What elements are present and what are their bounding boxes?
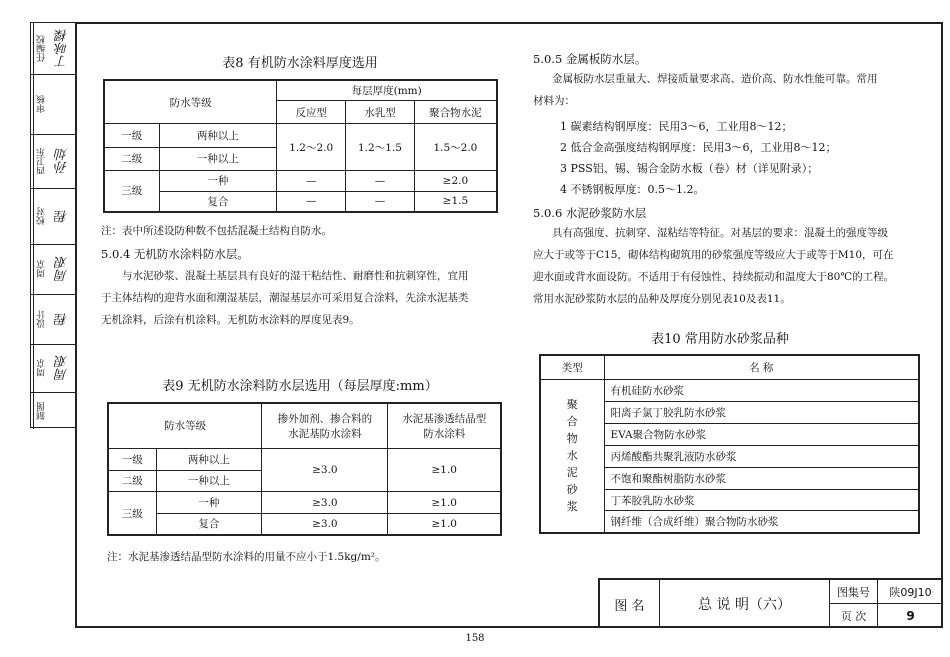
sidebar-label: 设计 (33, 295, 49, 344)
atlas-number: 陕09J10 (878, 580, 943, 604)
paragraph-line: 无机涂料，后涂有机涂料。无机防水涂料的厚度见表9。 (101, 314, 360, 326)
table9-sub: 复合 (156, 513, 262, 535)
table8-cell: — (277, 170, 346, 191)
sidebar-row (31, 23, 76, 75)
header-line: 防水涂料 (423, 427, 466, 440)
sidebar-label: 校对 (33, 189, 49, 244)
table8-note: 注：表中所述设防种数不包括混凝土结构自防水。 (101, 225, 332, 237)
table9-grade: 三级 (108, 492, 156, 535)
table8-sub: 两种以上 (159, 124, 277, 147)
table10-type: 聚合物水泥砂浆 (540, 379, 604, 533)
section-5-0-5-title: 5.0.5 金属板防水层。 (533, 52, 647, 66)
table9-cell: ≥3.0 (262, 513, 388, 535)
table8-cell: 1.2～1.5 (346, 124, 415, 170)
table8-col-header: 聚合物水泥 (414, 101, 497, 124)
table8-grade: 一级 (104, 124, 159, 147)
signature: 周艰 (55, 256, 71, 283)
sidebar-row (31, 75, 76, 135)
table8 (103, 79, 498, 213)
table8-cell: — (346, 191, 415, 212)
table10-header-type: 类型 (540, 355, 604, 379)
sidebar-label: 审核 (33, 75, 49, 134)
title-label: 图 名 (600, 580, 660, 628)
sidebar-label: 周京 (33, 245, 49, 294)
table9-cell: ≥3.0 (262, 448, 388, 491)
table8-col-header: 水乳型 (346, 101, 415, 124)
table10-item: 阳离子氯丁胶乳防水砂浆 (604, 401, 919, 423)
atlas-label: 图集号 (830, 580, 878, 604)
table9-sub: 一种以上 (156, 470, 262, 492)
table9-sub: 两种以上 (156, 448, 262, 470)
drawing-title: 总 说 明（六） (660, 580, 830, 628)
list-item: 3 PSS铝、锡、锡合金防水板（卷）材（详见附录）； (560, 162, 819, 175)
table8-sub: 一种 (159, 170, 277, 191)
sidebar-label: 制图 (33, 393, 49, 429)
table8-col-header: 反应型 (277, 101, 346, 124)
table9-caption: 表9 无机防水涂料防水层选用（每层厚度:mm） (162, 379, 438, 394)
table10 (539, 354, 920, 534)
table9-cell: ≥3.0 (262, 492, 388, 514)
table9-grade: 二级 (108, 470, 156, 492)
sidebar-row (31, 393, 76, 429)
sidebar-row (31, 245, 76, 295)
table8-header-thickness: 每层厚度(mm) (277, 80, 497, 101)
table8-cell: 1.2～2.0 (277, 124, 346, 170)
signature: 周艰 (55, 355, 71, 382)
sidebar-label: 任编校 (33, 23, 49, 74)
list-item: 2 低合金高强度结构钢厚度：民用3～6，工业用8～12； (560, 141, 837, 154)
header-line: 水泥基渗透结晶型 (402, 412, 487, 425)
table8-cell: ≥1.5 (414, 191, 497, 212)
paragraph-line: 具有高强度、抗刺穿、湿粘结等特征。对基层的要求：混凝土的强度等级 (552, 227, 888, 239)
table8-cell: ≥2.0 (414, 170, 497, 191)
table10-item: 有机硅防水砂浆 (604, 379, 919, 401)
table9-cell: ≥1.0 (388, 448, 501, 491)
page-number: 158 (465, 633, 485, 644)
title-block (598, 578, 943, 628)
list-item: 4 不锈钢板厚度：0.5～1.2。 (560, 183, 705, 196)
table10-caption: 表10 常用防水砂浆品种 (651, 332, 789, 347)
table10-item: EVA聚合物防水砂浆 (604, 423, 919, 445)
table9-header-col1 (262, 403, 388, 448)
table8-cell: 1.5～2.0 (414, 124, 497, 170)
page-label: 页 次 (830, 604, 878, 628)
table10-item: 丁苯胶乳防水砂浆 (604, 489, 919, 511)
table9 (107, 402, 502, 536)
table9-sub: 一种 (156, 492, 262, 514)
paragraph-line: 于主体结构的迎背水面和潮湿基层，潮湿基层亦可采用复合涂料，先涂水泥基类 (101, 292, 469, 304)
signature (51, 393, 75, 429)
table8-cell: — (346, 170, 415, 191)
table9-cell: ≥1.0 (388, 513, 501, 535)
section-5-0-4-title: 5.0.4 无机防水涂料防水层。 (101, 247, 249, 261)
paragraph-line: 常用水泥砂浆防水层的品种及厚度分别见表10及表11。 (533, 293, 791, 305)
signature: 程 (55, 210, 71, 223)
section-5-0-6-title: 5.0.6 水泥砂浆防水层 (533, 206, 647, 220)
table9-header-col2 (388, 403, 501, 448)
sidebar-row (31, 345, 76, 393)
table8-sub: 复合 (159, 191, 277, 212)
table10-item: 丙烯酸酯共聚乳液防水砂浆 (604, 445, 919, 467)
paragraph-line: 材料为： (533, 95, 575, 107)
sidebar-label: 西卫东 (33, 135, 49, 188)
signature (51, 75, 75, 134)
table9-cell: ≥1.0 (388, 492, 501, 514)
table8-caption: 表8 有机防水涂料厚度选用 (222, 56, 378, 71)
signature: 孙灿 (55, 148, 71, 175)
sheet-page-number: 9 (906, 609, 915, 623)
sidebar-row (31, 189, 76, 245)
sidebar-row (31, 295, 76, 345)
table8-grade: 三级 (104, 170, 159, 212)
table10-header-name: 名 称 (604, 355, 919, 379)
header-line: 掺外加剂、掺合料的 (277, 412, 373, 425)
sidebar-row (31, 135, 76, 189)
header-line: 水泥基防水涂料 (288, 427, 362, 440)
table8-cell: — (277, 191, 346, 212)
table9-header-grade: 防水等级 (108, 403, 262, 448)
paragraph-line: 金属板防水层重量大、焊接质量要求高、造价高、防水性能可靠。常用 (552, 73, 878, 85)
table8-grade: 二级 (104, 147, 159, 170)
paragraph-line: 与水泥砂浆、混凝土基层具有良好的湿干粘结性、耐磨性和抗刺穿性，宜用 (122, 270, 469, 282)
table8-sub: 一种以上 (159, 147, 277, 170)
signature-strip (30, 22, 75, 428)
signature: 丁咏樑 (55, 29, 71, 68)
paragraph-line: 应大于或等于C15，砌体结构砌筑用的砂浆强度等级应大于或等于M10，可在 (533, 249, 894, 261)
table9-grade: 一级 (108, 448, 156, 470)
table10-item: 钢纤维（合成纤维）聚合物防水砂浆 (604, 511, 919, 533)
list-item: 1 碳素结构钢厚度：民用3～6，工业用8～12； (560, 120, 793, 133)
sidebar-label: 周京 (33, 345, 49, 392)
table8-header-grade: 防水等级 (104, 80, 277, 124)
paragraph-line: 迎水面或背水面设防。不适用于有侵蚀性、持续振动和温度大于80℃的工程。 (533, 271, 895, 283)
table9-note: 注：水泥基渗透结晶型防水涂料的用量不应小于1.5kg/m²。 (107, 551, 386, 563)
signature: 程 (55, 313, 71, 326)
table10-item: 不饱和聚酯树脂防水砂浆 (604, 467, 919, 489)
